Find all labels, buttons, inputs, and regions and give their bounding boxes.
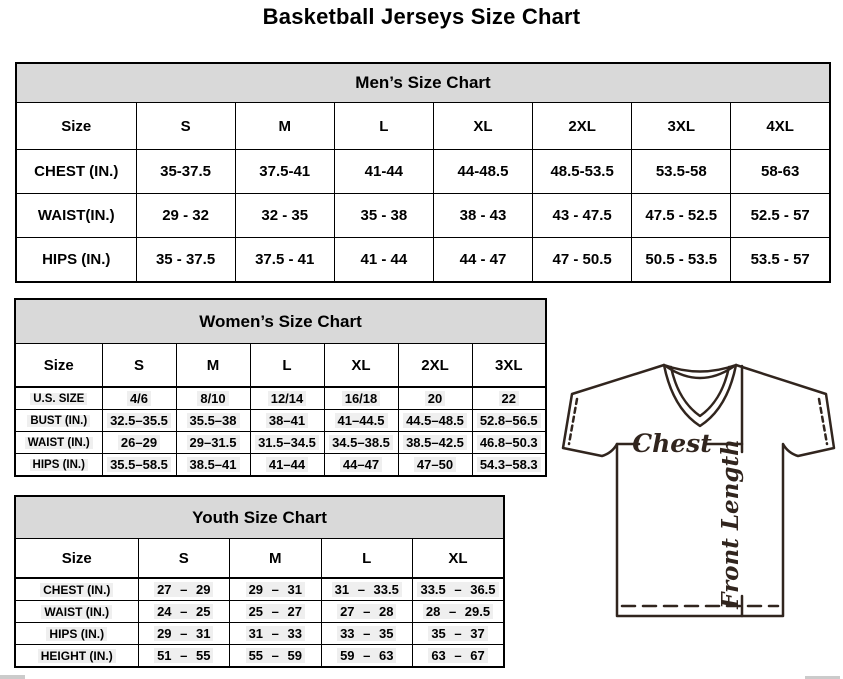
- table-cell: 4/6: [102, 387, 176, 410]
- table-cell: 52.5 - 57: [731, 194, 830, 238]
- row-label: WAIST (IN.): [15, 601, 138, 623]
- table-cell: 47.5 - 52.5: [632, 194, 731, 238]
- table-cell: 38.5–41: [176, 454, 250, 477]
- table-cell: 50.5 - 53.5: [632, 238, 731, 283]
- column-header: Size: [16, 103, 136, 150]
- table-cell: 44.5–48.5: [398, 410, 472, 432]
- table-cell: 53.5 - 57: [731, 238, 830, 283]
- column-header: 2XL: [533, 103, 632, 150]
- table-cell: 53.5-58: [632, 150, 731, 194]
- table-cell: 31 – 33: [230, 623, 322, 645]
- table-cell: 37.5 - 41: [235, 238, 334, 283]
- row-label: WAIST(IN.): [16, 194, 136, 238]
- table-cell: 32 - 35: [235, 194, 334, 238]
- right-cuff-dashes: [819, 399, 827, 444]
- table-row: [16, 194, 830, 238]
- table-cell: 35 - 37.5: [136, 238, 235, 283]
- table-row: [15, 387, 546, 410]
- column-header: M: [235, 103, 334, 150]
- table-cell: 44–47: [324, 454, 398, 477]
- column-header: L: [250, 344, 324, 388]
- table-cell: 44-48.5: [433, 150, 532, 194]
- table-cell: 38.5–42.5: [398, 432, 472, 454]
- table-row: [15, 410, 546, 432]
- table-cell: 29 – 31: [138, 623, 230, 645]
- table-cell: 29 – 31: [230, 578, 322, 601]
- table-cell: 22: [472, 387, 546, 410]
- table-cell: 41 - 44: [334, 238, 433, 283]
- table-cell: 34.5–38.5: [324, 432, 398, 454]
- table-cell: 44 - 47: [433, 238, 532, 283]
- table-cell: 25 – 27: [230, 601, 322, 623]
- table-cell: 38 - 43: [433, 194, 532, 238]
- table-cell: 31.5–34.5: [250, 432, 324, 454]
- table-cell: 47 - 50.5: [533, 238, 632, 283]
- column-header: 3XL: [472, 344, 546, 388]
- column-header: S: [136, 103, 235, 150]
- table-row: [16, 150, 830, 194]
- table-cell: 29–31.5: [176, 432, 250, 454]
- column-header: 4XL: [731, 103, 830, 150]
- column-header: L: [321, 539, 413, 579]
- column-header: XL: [433, 103, 532, 150]
- table-cell: 51 – 55: [138, 645, 230, 668]
- table-cell: 26–29: [102, 432, 176, 454]
- table-row: [15, 432, 546, 454]
- column-header: XL: [413, 539, 505, 579]
- column-header: M: [230, 539, 322, 579]
- table-cell: 35-37.5: [136, 150, 235, 194]
- table-cell: 58-63: [731, 150, 830, 194]
- column-header: 2XL: [398, 344, 472, 388]
- table-cell: 27 – 29: [138, 578, 230, 601]
- youth-table-title: Youth Size Chart: [15, 496, 504, 539]
- table-cell: 41–44.5: [324, 410, 398, 432]
- table-cell: 59 – 63: [321, 645, 413, 668]
- table-cell: 35.5–38: [176, 410, 250, 432]
- table-row: [15, 578, 504, 601]
- row-label: BUST (IN.): [15, 410, 102, 432]
- table-cell: 54.3–58.3: [472, 454, 546, 477]
- womens-header-row: [15, 344, 546, 388]
- mens-size-table: [15, 62, 831, 283]
- table-cell: 29 - 32: [136, 194, 235, 238]
- table-cell: 12/14: [250, 387, 324, 410]
- table-cell: 55 – 59: [230, 645, 322, 668]
- table-cell: 32.5–35.5: [102, 410, 176, 432]
- table-cell: 48.5-53.5: [533, 150, 632, 194]
- table-cell: 24 – 25: [138, 601, 230, 623]
- row-label: HIPS (IN.): [16, 238, 136, 283]
- jersey-diagram: [555, 353, 843, 633]
- column-header: L: [334, 103, 433, 150]
- jersey-outline: [563, 365, 834, 616]
- table-cell: 16/18: [324, 387, 398, 410]
- row-label: CHEST (IN.): [16, 150, 136, 194]
- table-cell: 38–41: [250, 410, 324, 432]
- column-header: 3XL: [632, 103, 731, 150]
- womens-table-title: Women’s Size Chart: [15, 299, 546, 344]
- table-row: [15, 623, 504, 645]
- table-row: [16, 238, 830, 283]
- table-cell: 47–50: [398, 454, 472, 477]
- row-label: U.S. SIZE: [15, 387, 102, 410]
- front-length-label: Front Length: [717, 439, 744, 609]
- table-cell: 28 – 29.5: [413, 601, 505, 623]
- table-row: [15, 601, 504, 623]
- table-cell: 35 – 37: [413, 623, 505, 645]
- row-label: WAIST (IN.): [15, 432, 102, 454]
- table-cell: 52.8–56.5: [472, 410, 546, 432]
- youth-header-row: [15, 539, 504, 579]
- mens-header-row: [16, 103, 830, 150]
- row-label: HEIGHT (IN.): [15, 645, 138, 668]
- table-cell: 35.5–58.5: [102, 454, 176, 477]
- womens-size-table: [14, 298, 547, 477]
- row-label: HIPS (IN.): [15, 454, 102, 477]
- table-cell: 63 – 67: [413, 645, 505, 668]
- mens-table-title: Men’s Size Chart: [16, 63, 830, 103]
- row-label: CHEST (IN.): [15, 578, 138, 601]
- column-header: M: [176, 344, 250, 388]
- table-cell: 43 - 47.5: [533, 194, 632, 238]
- table-row: [15, 645, 504, 668]
- horizontal-scrollbar-fragment[interactable]: [0, 675, 25, 679]
- page-title: Basketball Jerseys Size Chart: [262, 4, 581, 29]
- table-cell: 35 - 38: [334, 194, 433, 238]
- row-label: HIPS (IN.): [15, 623, 138, 645]
- table-cell: 8/10: [176, 387, 250, 410]
- table-cell: 20: [398, 387, 472, 410]
- chest-label: Chest: [632, 429, 712, 458]
- table-cell: 27 – 28: [321, 601, 413, 623]
- table-cell: 41–44: [250, 454, 324, 477]
- table-cell: 46.8–50.3: [472, 432, 546, 454]
- table-cell: 33.5 – 36.5: [413, 578, 505, 601]
- column-header: S: [102, 344, 176, 388]
- column-header: Size: [15, 539, 138, 579]
- youth-size-table: [14, 495, 505, 668]
- table-row: [15, 454, 546, 477]
- table-cell: 41-44: [334, 150, 433, 194]
- table-cell: 33 – 35: [321, 623, 413, 645]
- column-header: XL: [324, 344, 398, 388]
- table-cell: 31 – 33.5: [321, 578, 413, 601]
- table-cell: 37.5-41: [235, 150, 334, 194]
- column-header: S: [138, 539, 230, 579]
- column-header: Size: [15, 344, 102, 388]
